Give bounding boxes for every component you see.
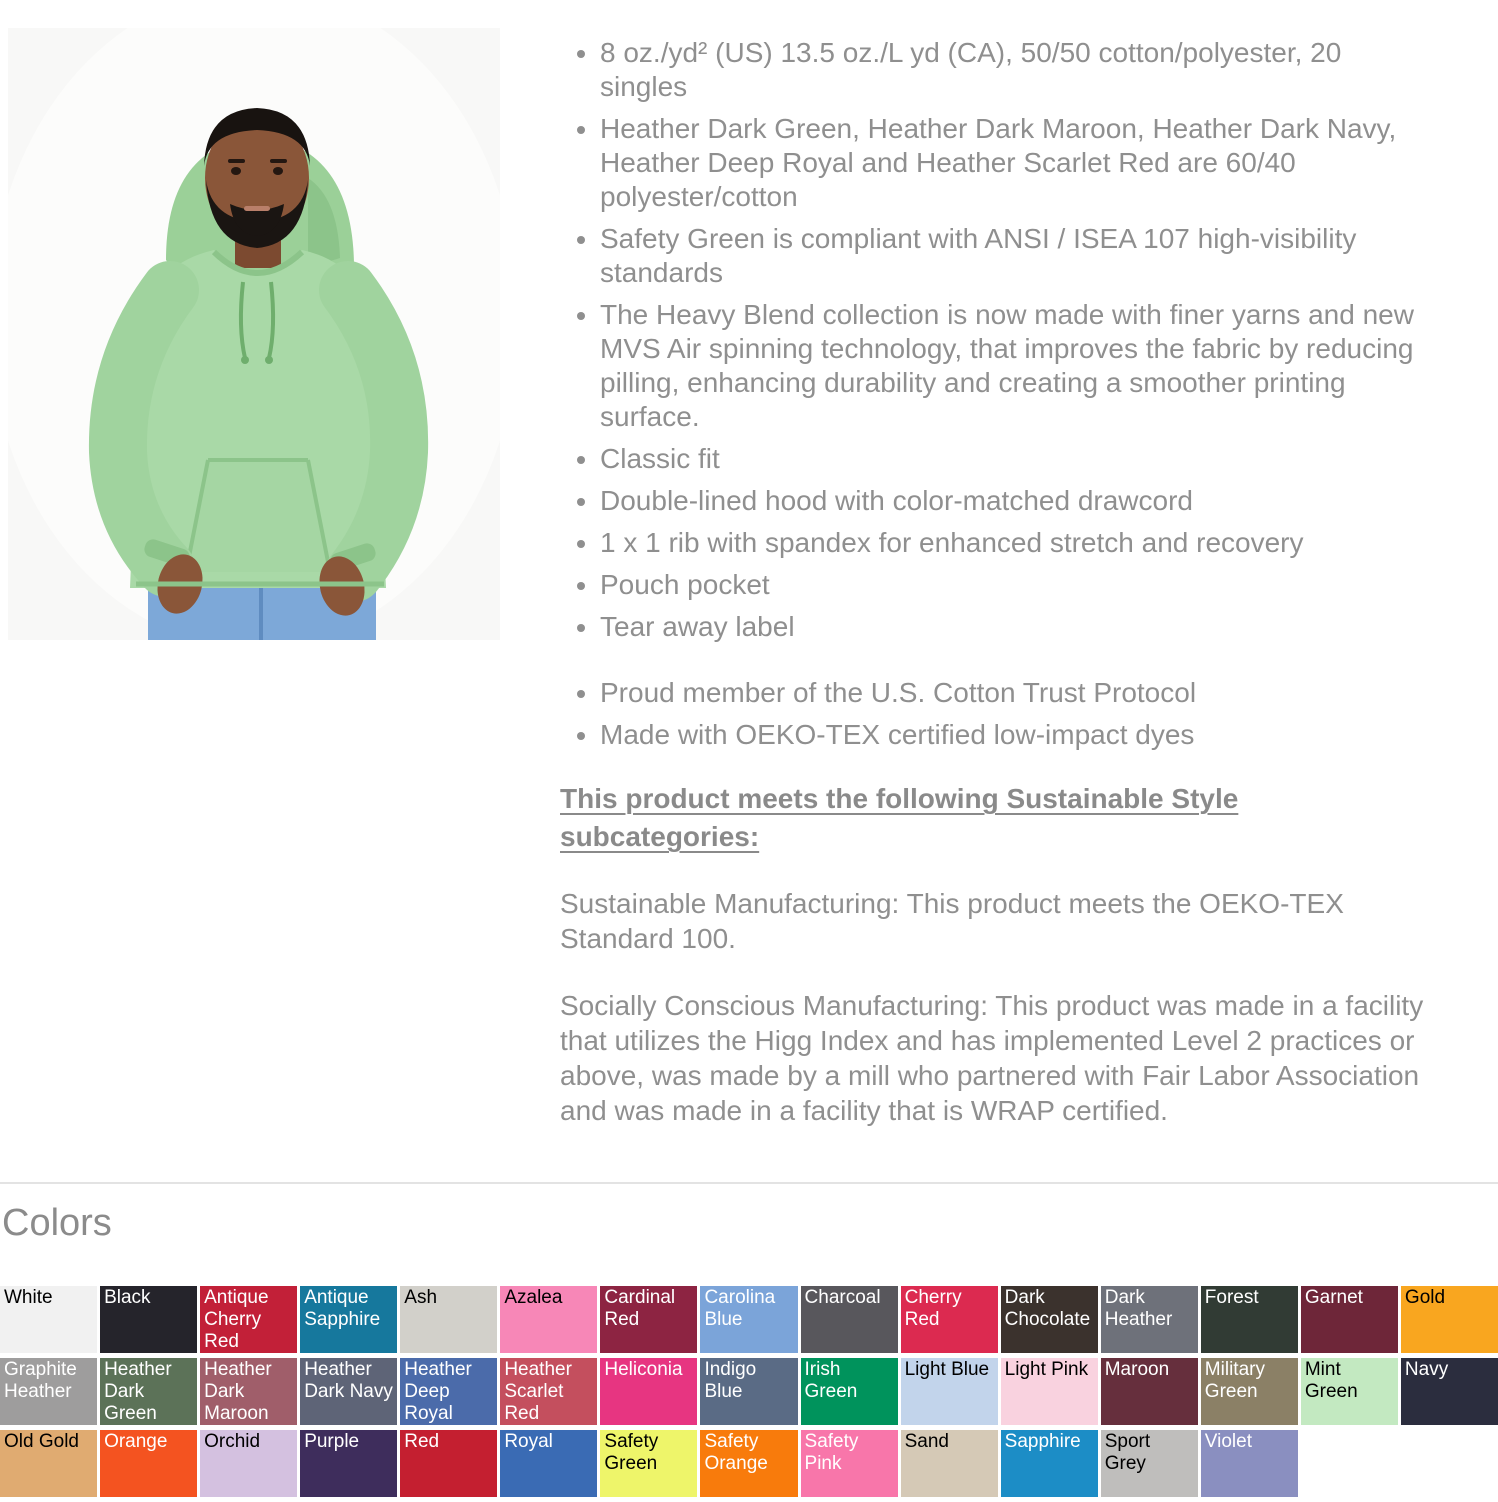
color-swatch-heather-dark-navy[interactable] [300,1358,397,1425]
color-swatch-label: Orchid [204,1431,261,1452]
color-swatch-label: Old Gold [4,1431,79,1452]
socially-conscious-paragraph: Socially Conscious Manufacturing: This product was made in a facility that utilizes the Higg Index and has implemented Level 2 practices or above, was made by a mill who partnered with Fair Labor Association and was made in a facility that is WRAP certified. [560,990,1424,1126]
color-swatch-label: Sport Grey [1104,1431,1151,1474]
color-swatch-label: Ash [404,1287,438,1308]
color-swatch-heather-dark-maroon[interactable] [200,1358,297,1425]
color-swatch-label: Heather Scarlet Red [504,1359,572,1424]
color-swatch-label: Heather Dark Navy [304,1359,393,1402]
color-swatch-label: Purple [304,1431,360,1452]
color-swatch-label: Safety Orange [704,1431,768,1474]
color-swatch-label: Violet [1204,1431,1252,1452]
color-swatch-white[interactable] [0,1286,97,1353]
color-swatch-orchid[interactable] [200,1430,297,1497]
color-swatch-label: Dark Chocolate [1004,1287,1091,1330]
bullet-item: • Pouch pocket [600,568,1432,602]
color-swatch-label: Maroon [1104,1359,1170,1380]
color-swatch-label: Heather Deep Royal [404,1359,472,1424]
color-swatch-label: Irish Green [804,1359,858,1402]
color-swatch-royal[interactable] [500,1430,597,1497]
color-swatch-label: Cherry Red [904,1287,962,1330]
color-swatch-heliconia[interactable] [600,1358,697,1425]
color-swatch-violet[interactable] [1201,1430,1298,1497]
color-swatch-light-pink[interactable] [1001,1358,1098,1425]
color-swatch-label: Cardinal Red [604,1287,676,1330]
bullet-item: • 8 oz./yd² (US) 13.5 oz./L yd (CA), 50/50 cotton/polyester, 20 singles [600,36,1432,104]
color-swatch-maroon[interactable] [1101,1358,1198,1425]
color-swatch-label: Sand [904,1431,949,1452]
color-swatch-indigo-blue[interactable] [700,1358,797,1425]
bullet-item: • Safety Green is compliant with ANSI / ISEA 107 high-visibility standards [600,222,1432,290]
bullet-item: • The Heavy Blend collection is now made with finer yarns and new MVS Air spinning technology, that improves the fabric by reducing pilling, enhancing durability and creating a smoother printing surface. [600,298,1432,434]
sustainable-style-heading: This product meets the following Sustainable Style subcategories: [560,783,1239,852]
color-swatch-safety-pink[interactable] [801,1430,898,1497]
color-swatch-label: Antique Sapphire [304,1287,381,1330]
color-swatch-label: Heather Dark Maroon [204,1359,272,1424]
color-swatch-label: Forest [1204,1287,1259,1308]
color-swatch-label: Antique Cherry Red [204,1287,269,1352]
color-swatch-label: Safety Pink [804,1431,859,1474]
colors-section-title: Colors [2,1202,112,1244]
color-swatch-old-gold[interactable] [0,1430,97,1497]
color-swatch-gold[interactable] [1401,1286,1498,1353]
color-swatch-red[interactable] [400,1430,497,1497]
color-swatch-military-green[interactable] [1201,1358,1298,1425]
color-swatch-label: Sapphire [1004,1431,1081,1452]
color-swatch-label: White [4,1287,53,1308]
color-swatch-label: Indigo Blue [704,1359,757,1402]
color-swatch-navy[interactable] [1401,1358,1498,1425]
bullet-item: • Made with OEKO-TEX certified low-impact dyes [600,718,1432,752]
product-photo [8,28,500,640]
color-swatch-sapphire[interactable] [1001,1430,1098,1497]
color-swatch-label: Garnet [1304,1287,1363,1308]
color-swatch-heather-dark-green[interactable] [100,1358,197,1425]
color-swatch-antique-sapphire[interactable] [300,1286,397,1353]
product-details [560,36,1432,1128]
color-swatch-label: Orange [104,1431,168,1452]
color-swatch-label: Azalea [504,1287,563,1308]
color-swatch-ash[interactable] [400,1286,497,1353]
color-swatch-safety-orange[interactable] [700,1430,797,1497]
color-swatch-cherry-red[interactable] [901,1286,998,1353]
color-swatch-light-blue[interactable] [901,1358,998,1425]
color-swatch-label: Royal [504,1431,553,1452]
color-swatch-label: Safety Green [604,1431,659,1474]
color-swatch-graphite-heather[interactable] [0,1358,97,1425]
bullet-item: • Proud member of the U.S. Cotton Trust Protocol [600,676,1432,710]
color-swatch-sand[interactable] [901,1430,998,1497]
color-swatch-label: Light Blue [904,1359,990,1380]
color-swatch-purple[interactable] [300,1430,397,1497]
color-swatch-label: Military Green [1204,1359,1265,1402]
color-swatch-label: Charcoal [804,1287,881,1308]
color-swatch-mint-green[interactable] [1301,1358,1398,1425]
feature-bullet-list [560,36,1432,644]
color-swatch-label: Navy [1404,1359,1449,1380]
bullet-item: • Heather Dark Green, Heather Dark Maroon, Heather Dark Navy, Heather Deep Royal and Heather Scarlet Red are 60/40 polyester/cotton [600,112,1432,214]
color-swatch-label: Dark Heather [1104,1287,1173,1330]
sustainability-bullet-list [560,676,1432,752]
color-swatch-safety-green[interactable] [600,1430,697,1497]
color-swatch-dark-heather[interactable] [1101,1286,1198,1353]
color-swatch-orange[interactable] [100,1430,197,1497]
color-swatch-label: Light Pink [1004,1359,1089,1380]
color-swatch-label: Red [404,1431,440,1452]
model-photo-illustration [8,28,500,640]
color-swatch-carolina-blue[interactable] [700,1286,797,1353]
sustainable-manufacturing-paragraph: Sustainable Manufacturing: This product meets the OEKO-TEX Standard 100. [560,888,1344,954]
color-swatch-cardinal-red[interactable] [600,1286,697,1353]
color-swatch-irish-green[interactable] [801,1358,898,1425]
color-swatch-azalea[interactable] [500,1286,597,1353]
color-swatch-heather-scarlet-red[interactable] [500,1358,597,1425]
bullet-item: • Tear away label [600,610,1432,644]
color-swatch-antique-cherry-red[interactable] [200,1286,297,1353]
color-swatch-label: Heather Dark Green [104,1359,172,1424]
color-swatch-garnet[interactable] [1301,1286,1398,1353]
color-swatch-charcoal[interactable] [801,1286,898,1353]
color-swatch-label: Carolina Blue [704,1287,776,1330]
color-swatch-heather-deep-royal[interactable] [400,1358,497,1425]
bullet-item: • 1 x 1 rib with spandex for enhanced stretch and recovery [600,526,1432,560]
color-swatch-black[interactable] [100,1286,197,1353]
bullet-item: • Double-lined hood with color-matched drawcord [600,484,1432,518]
bullet-item: • Classic fit [600,442,1432,476]
color-swatch-label: Heliconia [604,1359,683,1380]
color-swatch-label: Mint Green [1304,1359,1358,1402]
section-divider [0,1182,1498,1184]
color-swatch-sport-grey[interactable] [1101,1430,1198,1497]
color-swatch-label: Graphite Heather [4,1359,77,1402]
color-swatch-label: Black [104,1287,151,1308]
color-swatch-forest[interactable] [1201,1286,1298,1353]
color-swatch-dark-chocolate[interactable] [1001,1286,1098,1353]
color-swatch-grid [0,1286,1498,1497]
color-swatch-label: Gold [1404,1287,1446,1308]
